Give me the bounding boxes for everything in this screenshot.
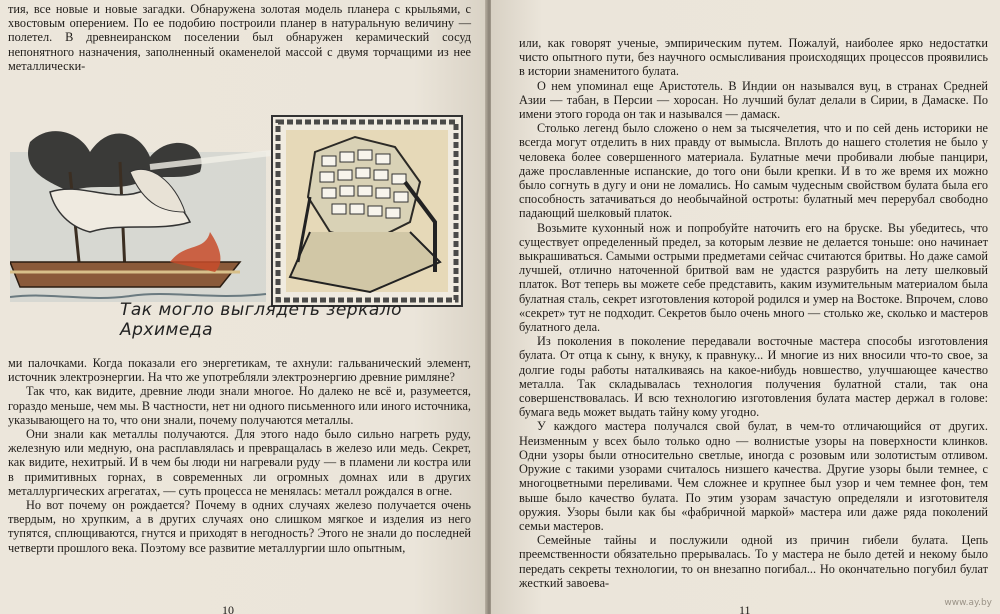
right-paragraph-6: У каждого мастера получался свой булат, в чем-то отличающийся от других. Неизменным у всех было только одно — волнистые узоры на поверхности клинков. Одни узоры были относительно светлые, иногда с розовым или золотистым отливом. Оружие с такими узорами считалось низшего качества. Другие узоры были темнее, с многоцветными переливами. Чем сложнее и крупнее был узор и чем темнее фон, тем выше было качество булата. По этим узорам зачастую определяли и изготовителя оружия. Узоры были как бы «фабричной маркой» мастера или даже ряда поколений семьи мастеров. — [519, 419, 988, 533]
burning-ship-scene — [10, 131, 280, 302]
right-paragraph-3: Столько легенд было сложено о нем за тысячелетия, что и по сей день историки не всегда могут отделить в них правду от вымысла. Вплоть до нашего столетия не было у человека более совершенного материала. Булатные мечи пробивали любые панцири, даже прославленные испанские, до того они были крепки. И в то же время их можно было согнуть в дугу и они не ломались. Но самым чудесным свойством булата была его способность затачиваться до необычайной остроты: булатный меч перерубал свободно падающий шелковый платок. — [519, 121, 988, 221]
right-paragraph-7: Семейные тайны и послужили одной из причин гибели булата. Цепь преемственности обязательно прерывалась. То у мастера не было детей и некому было передать секреты технологии, то он внезапно погибал... Но окончательно погубил булат жесткий завоева- — [519, 533, 988, 590]
left-paragraph-1: ми палочками. Когда показали его энергетикам, те ахнули: гальванический элемент, источник электроэнергии. На что же употребляли электроэнергию древние римляне? — [8, 356, 471, 385]
right-paragraph-4: Возьмите кухонный нож и попробуйте наточить его на бруске. Вы убедитесь, что существует определенный предел, за которым лезвие не делается тоньше: оно начинает выкрашиваться. Самыми острыми предметами сейчас считаются бритвы. Но даже самой лучшей, отлично наточенной бритвой вам не удастся разрубить на лету шелковый платок. Вот теперь вы можете себе представить, каким изумительным материалом была булатная сталь, секрет изготовления которой родился и умер на Востоке. Впрочем, слово «секрет» тут не подходит. Секретов было очень много — столько же, сколько и мастеров булатного дела. — [519, 220, 988, 335]
right-body-text — [519, 36, 988, 590]
left-top-paragraph: тия, все новые и новые загадки. Обнаружена золотая модель планера с крыльями, с хвостовым оперением. По ее подобию построили планер в натуральную величину — полетел. В древнеиранском поселении был обнаружен керамический сосуд непонятного назначения, заполненный окаменелой массой с двумя торчащими из нее металлически- — [8, 2, 471, 73]
right-page — [491, 0, 1000, 614]
right-page-number: 11 — [739, 603, 751, 614]
left-paragraph-4: Но вот почему он рождается? Почему в одних случаях железо получается очень твердым, но хрупким, а в других случаях оно слишком мягкое и изделия из него тупятся, сплющиваются, гнутся и приходят в негодность? Этого не знали до последней четверти прошлого века. Поэтому все развитие металлургии шло опытным, — [8, 498, 471, 555]
left-body-text — [8, 356, 471, 555]
right-paragraph-5: Из поколения в поколение передавали восточные мастера способы изготовления булата. От отца к сыну, к внуку, к правнуку... И многие из них вносили что-то свое, за долгие годы работы наталкиваясь на какое-нибудь новшество, улучшающее качество металла. Так складывалась технология получения булатной стали, так она совершенствовалась. И всю технологию изготовления булата мастер держал в голове: бумага ведь может выдать тайну кому угодно. — [519, 334, 988, 420]
right-paragraph-1: или, как говорят ученые, эмпирическим путем. Пожалуй, наиболее ярко недостатки чисто опытного пути, без научного осмысливания происходящих процессов проявились в истории знаменитого булата. — [519, 36, 988, 79]
left-page-number: 10 — [222, 603, 234, 614]
mirror-panel — [272, 116, 462, 306]
watermark: www.ay.by — [944, 598, 992, 608]
left-page — [0, 0, 487, 614]
illustration-caption: Так могло выглядеть зеркало Архимеда — [120, 300, 403, 340]
left-top-text — [8, 2, 471, 73]
left-paragraph-3: Они знали как металлы получаются. Для этого надо было сильно нагреть руду, железную или медную, она расплавлялась и превращалась в железо или медь. Секрет, как видите, нехитрый. И в чем бы люди ни нагревали руду — в пламени ли костра или в примитивных горнах, в современных ли огромных домнах или в других металлургических агрегатах, — суть процесса не менялась: металл рождался в огне. — [8, 427, 471, 498]
right-paragraph-2: О нем упоминал еще Аристотель. В Индии он назывался вуц, в странах Средней Азии — табан, в Персии — хоросан. Но лучший булат делали в Сирии, в Дамаске. По имени этого города он так и назывался — дамаск. — [519, 78, 988, 122]
left-paragraph-2: Так что, как видите, древние люди знали многое. Но далеко не всё и, разумеется, гораздо меньше, чем мы. В частности, нет ни одного письменного или иного источника, указывающего на то, что они знали, почему получаются металлы. — [8, 384, 471, 427]
